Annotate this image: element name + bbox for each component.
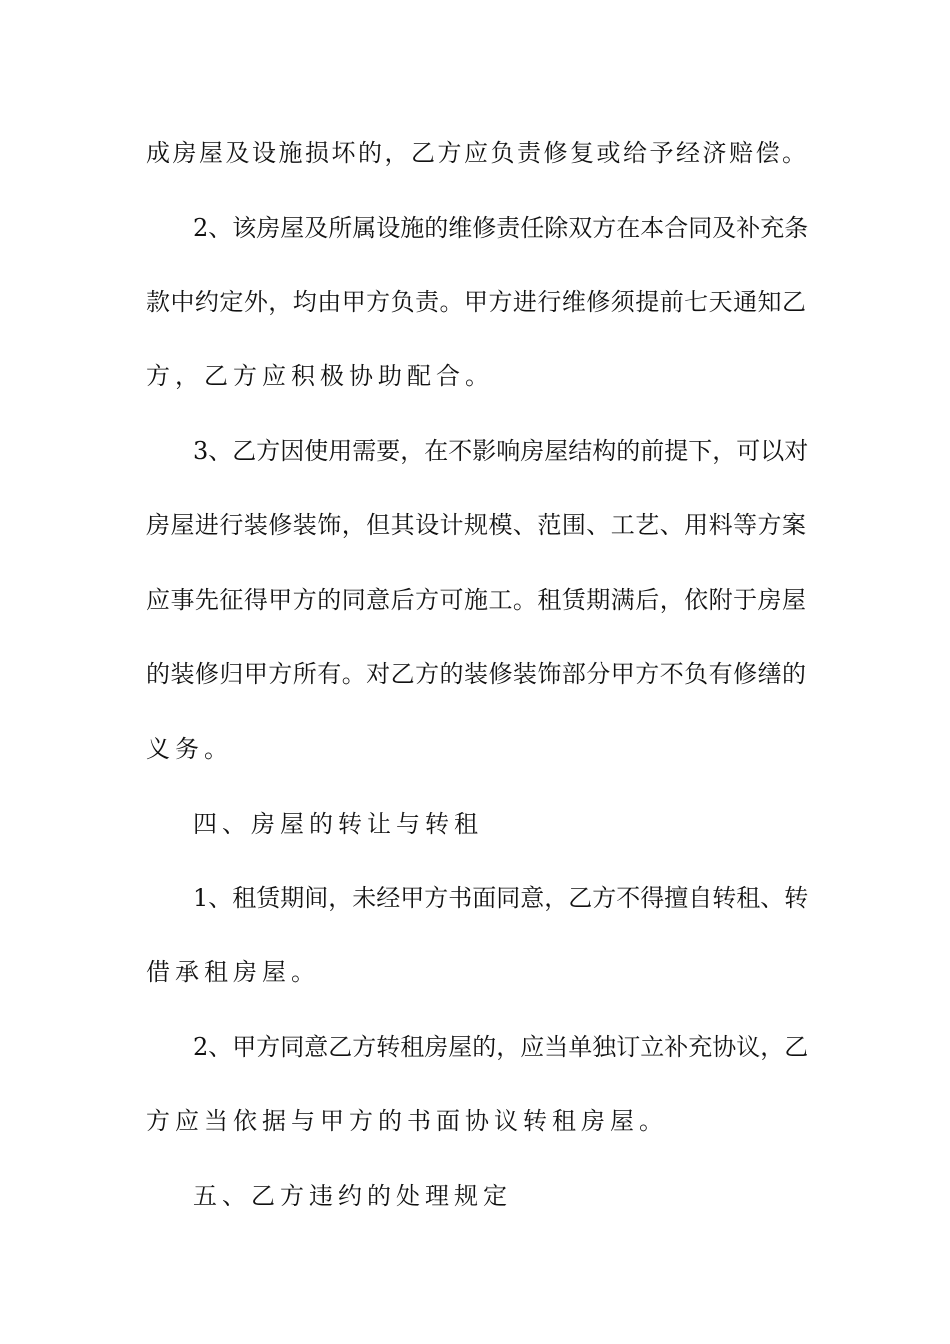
text-line: 借承租房屋。 [146, 958, 320, 986]
text-line: 2、甲方同意乙方转租房屋的，应当单独订立补充协议，乙 [193, 1033, 809, 1061]
text-line: 方应当依据与甲方的书面协议转租房屋。 [146, 1107, 668, 1135]
text-line: 义务。 [146, 735, 233, 763]
text-line: 成房屋及设施损坏的，乙方应负责修复或给予经济赔偿。 [146, 139, 806, 167]
text-line: 1、租赁期间，未经甲方书面同意，乙方不得擅自转租、转 [193, 884, 809, 912]
section-heading: 四、房屋的转让与转租 [193, 810, 483, 838]
text-line: 房屋进行装修装饰，但其设计规模、范围、工艺、用料等方案 [146, 511, 806, 539]
text-line: 方，乙方应积极协助配合。 [146, 362, 494, 390]
text-line: 3、乙方因使用需要，在不影响房屋结构的前提下，可以对 [193, 437, 809, 465]
text-line: 的装修归甲方所有。对乙方的装修装饰部分甲方不负有修缮的 [146, 660, 806, 688]
text-line: 应事先征得甲方的同意后方可施工。租赁期满后，依附于房屋 [146, 586, 806, 614]
text-line: 2、该房屋及所属设施的维修责任除双方在本合同及补充条 [193, 214, 809, 242]
text-line: 款中约定外，均由甲方负责。甲方进行维修须提前七天通知乙 [146, 288, 806, 316]
section-heading: 五、乙方违约的处理规定 [193, 1182, 512, 1210]
